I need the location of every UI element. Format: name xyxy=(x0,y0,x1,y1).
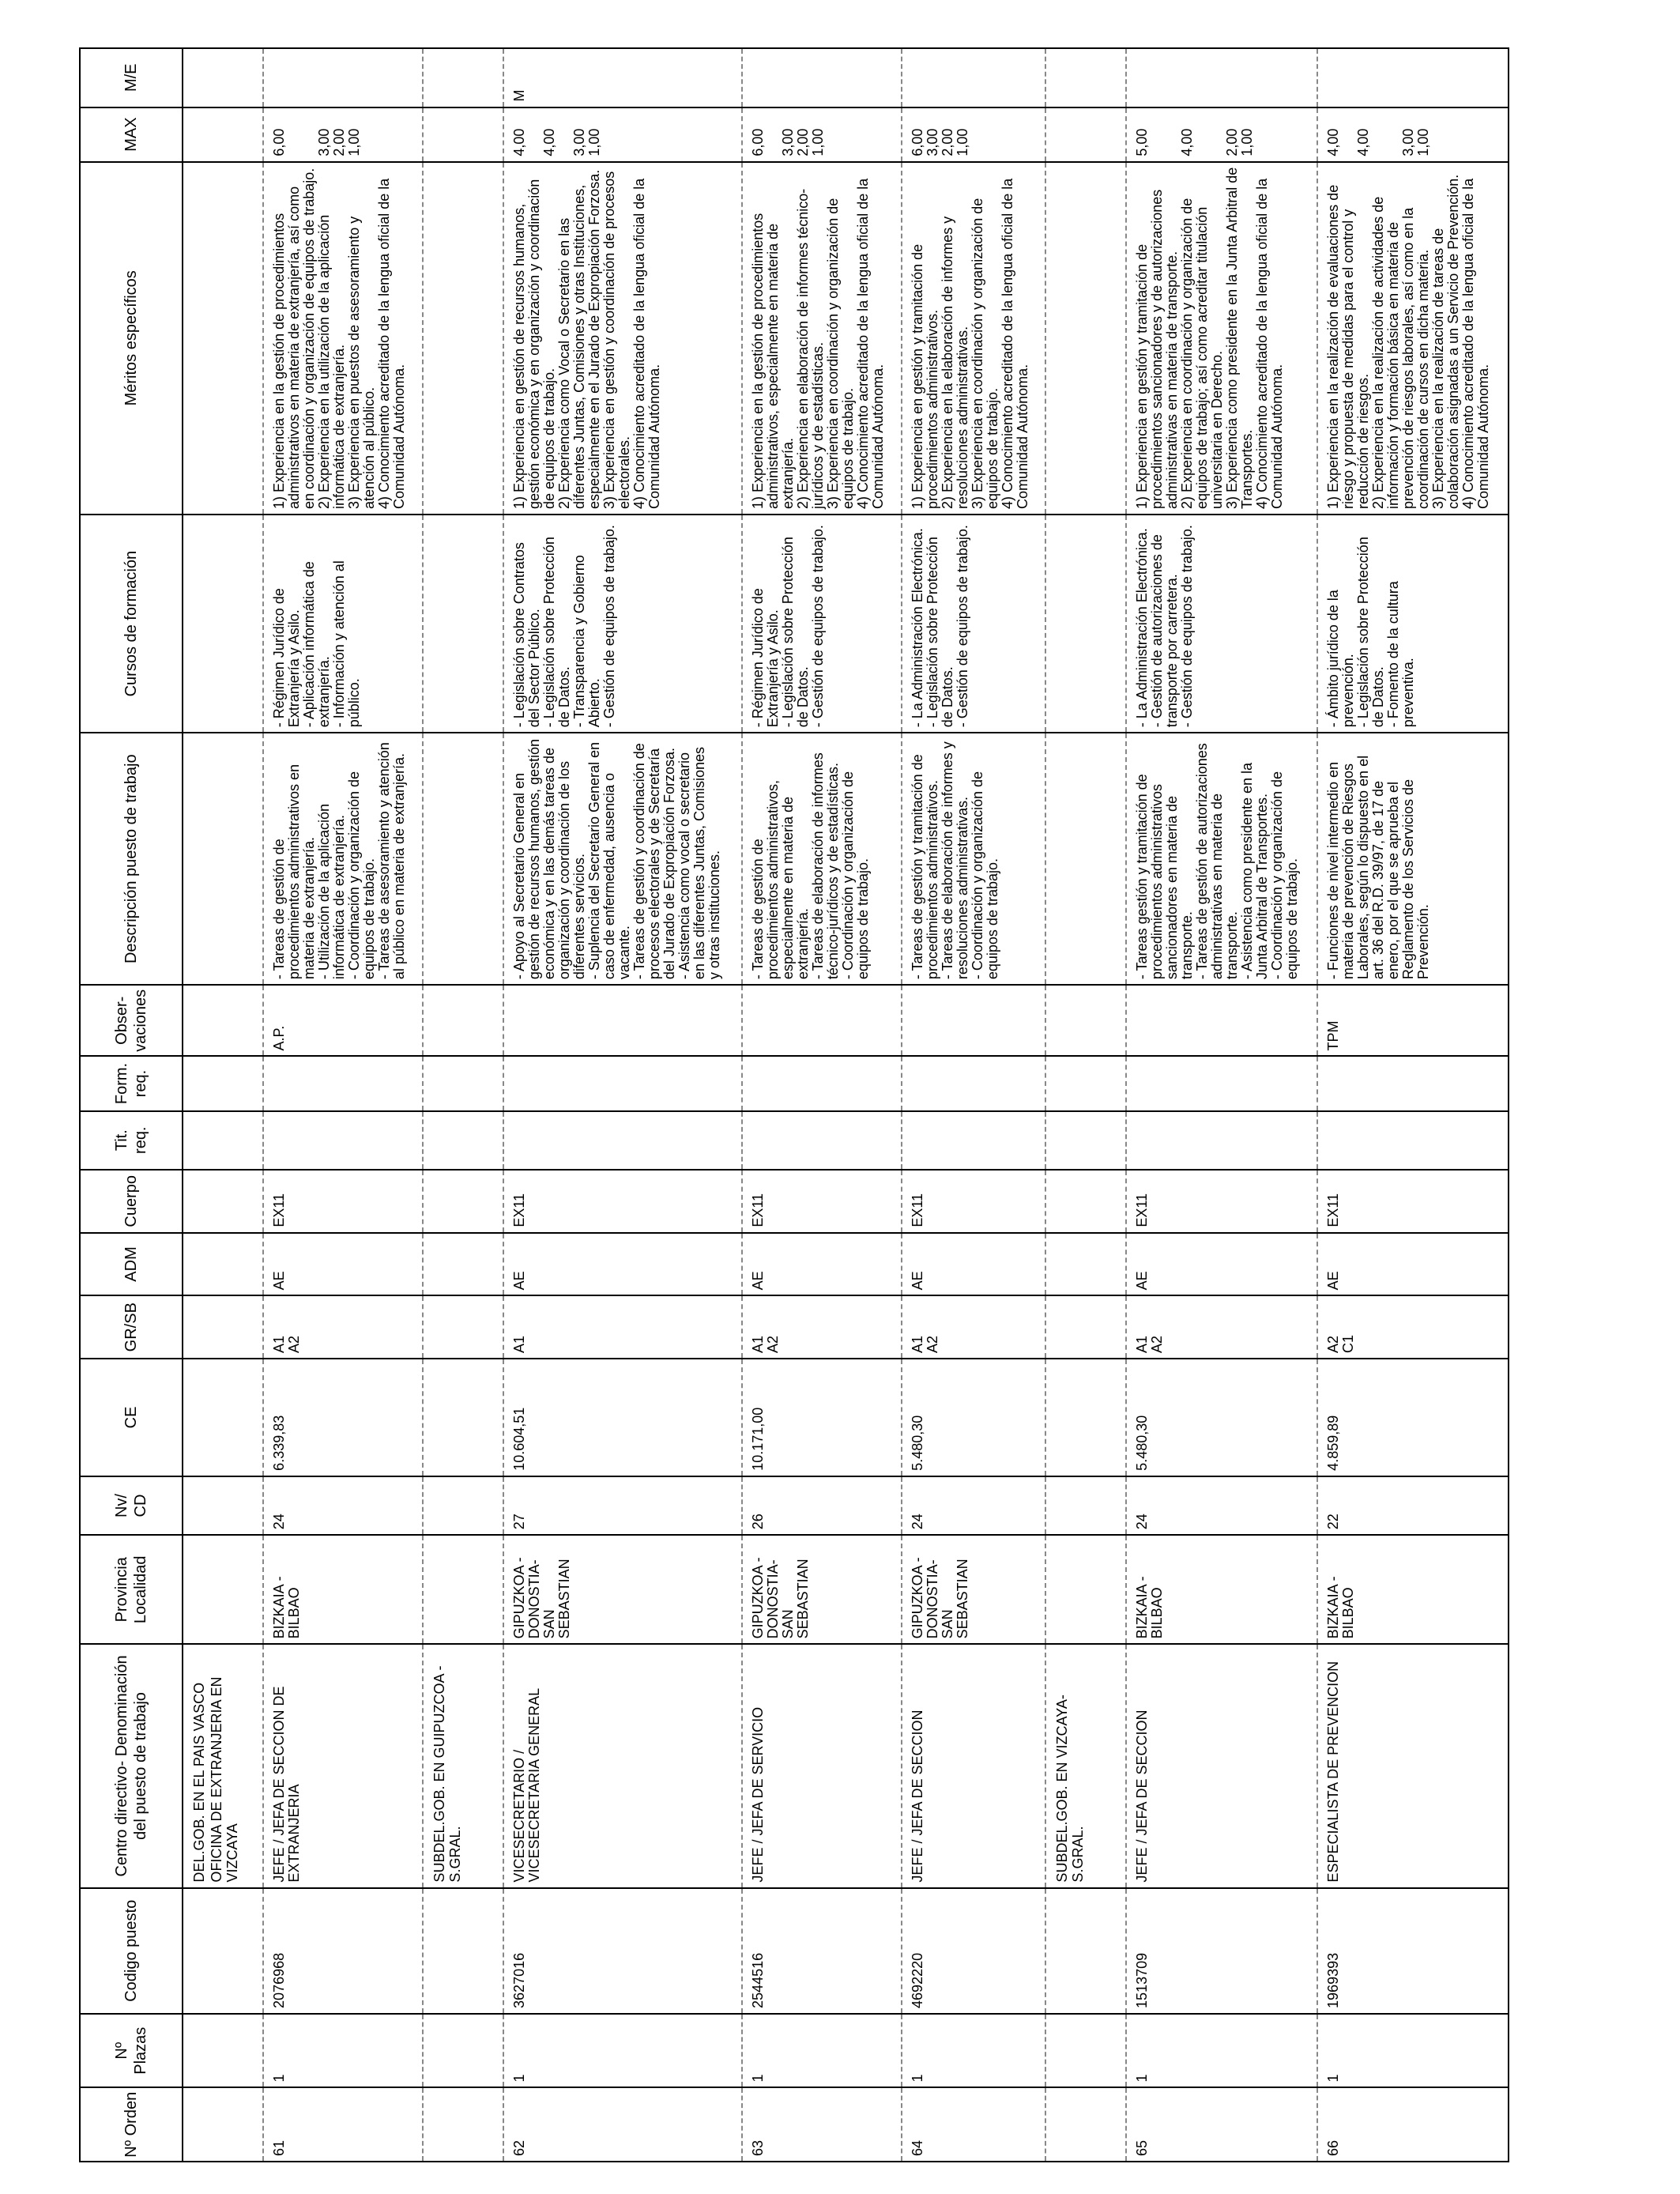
cell-puesto: VICESECRETARIO / VICESECRETARIA GENERAL xyxy=(503,1644,742,1887)
cell-cursos: - Ámbito jurídico de la prevención. - Legislación sobre Protección de Datos. - Fomento de la cultura preventiva. xyxy=(1317,515,1509,733)
cell-descripcion: - Apoyo al Secretario General en gestión de recursos humanos, gestión económica y en las demás tareas de organización y coordinación de los diferentes servicios. - Suplencia del Secretario General en caso de enfermedad, ausencia o vacante. - Tareas de gestión y coordinación de procesos electorales y de Secretaría del Jurado de Expropiación Forzosa. - Asistencia como vocal o secretario en las diferentes Juntas, Comisiones y otras instituciones. xyxy=(503,733,742,985)
job-positions-table xyxy=(79,47,1509,2162)
cell-form xyxy=(902,1056,1045,1110)
cell-cursos: - La Administración Electrónica. - Legislación sobre Protección de Datos. - Gestión de equipos de trabajo. xyxy=(902,515,1045,733)
cell-tit xyxy=(1317,1111,1509,1170)
cell-grsb: A2 C1 xyxy=(1317,1295,1509,1359)
cell-nivel: 24 xyxy=(263,1476,423,1535)
cell-obs xyxy=(902,985,1045,1056)
table-row xyxy=(902,48,1045,2162)
cell-obs xyxy=(1126,985,1317,1056)
cell-codigo: 2076968 xyxy=(263,1888,423,2014)
header-ce: CE xyxy=(80,1359,183,1476)
cell-form xyxy=(742,1056,902,1110)
cell-cuerpo: EX11 xyxy=(902,1170,1045,1233)
cell-provincia: BIZKAIA - BILBAO xyxy=(1317,1535,1509,1644)
section-cell xyxy=(423,1644,503,1887)
cell-max: 5,00 4,00 2,00 1,00 xyxy=(1126,107,1317,162)
cell-form xyxy=(1317,1056,1509,1110)
table-row xyxy=(1317,48,1509,2162)
section-row xyxy=(1045,48,1126,2162)
header-descripcion: Descripción puesto de trabajo xyxy=(80,733,183,985)
cell-grsb: A1 A2 xyxy=(1126,1295,1317,1359)
cell-provincia: GIPUZKOA - DONOSTIA-SAN SEBASTIAN xyxy=(742,1535,902,1644)
table-row xyxy=(742,48,902,2162)
cell-adm: AE xyxy=(1317,1233,1509,1296)
cell-tit xyxy=(503,1111,742,1170)
cell-nivel: 24 xyxy=(1126,1476,1317,1535)
section-row xyxy=(183,48,263,2162)
cell-cuerpo: EX11 xyxy=(1317,1170,1509,1233)
cell-grsb: A1 A2 xyxy=(902,1295,1045,1359)
cell-cursos: - Régimen Jurídico de Extranjería y Asilo. - Aplicación informática de extranjería. - Información y atención al público. xyxy=(263,515,423,733)
cell-form xyxy=(503,1056,742,1110)
header-form: Form. req. xyxy=(80,1056,183,1110)
cell-provincia: BIZKAIA - BILBAO xyxy=(1126,1535,1317,1644)
cell-me xyxy=(742,48,902,107)
cell-adm: AE xyxy=(263,1233,423,1296)
cell-nivel: 24 xyxy=(902,1476,1045,1535)
header-orden: Nº Orden xyxy=(80,2087,183,2162)
cell-tit xyxy=(1126,1111,1317,1170)
cell-cursos: - Legislación sobre Contratos del Sector Público. - Legislación sobre Protección de Datos. - Transparencia y Gobierno Abierto. - Gestión de equipos de trabajo. xyxy=(503,515,742,733)
cell-ce: 5.480,30 xyxy=(902,1359,1045,1476)
table-row xyxy=(263,48,423,2162)
cell-puesto: JEFE / JEFA DE SECCION DE EXTRANJERIA xyxy=(263,1644,423,1887)
cell-plazas: 1 xyxy=(902,2014,1045,2088)
cell-max: 4,00 4,00 3,00 1,00 xyxy=(503,107,742,162)
cell-me xyxy=(1126,48,1317,107)
cell-obs: A.P. xyxy=(263,985,423,1056)
table-row xyxy=(503,48,742,2162)
cell-nivel: 26 xyxy=(742,1476,902,1535)
cell-cursos: - Régimen Jurídico de Extranjería y Asilo. - Legislación sobre Protección de Datos. - Gestión de equipos de trabajo. xyxy=(742,515,902,733)
cell-provincia: GIPUZKOA - DONOSTIA-SAN SEBASTIAN xyxy=(503,1535,742,1644)
cell-orden: 62 xyxy=(503,2087,742,2162)
cell-codigo: 2544516 xyxy=(742,1888,902,2014)
cell-nivel: 22 xyxy=(1317,1476,1509,1535)
cell-plazas: 1 xyxy=(1317,2014,1509,2088)
cell-plazas: 1 xyxy=(1126,2014,1317,2088)
cell-cuerpo: EX11 xyxy=(263,1170,423,1233)
cell-cursos: - La Administración Electrónica. - Gestión de autorizaciones de transporte por carretera. - Gestión de equipos de trabajo. xyxy=(1126,515,1317,733)
cell-tit xyxy=(902,1111,1045,1170)
cell-provincia: GIPUZKOA - DONOSTIA-SAN SEBASTIAN xyxy=(902,1535,1045,1644)
cell-descripcion: - Tareas de gestión de procedimientos administrativos, especialmente en materia de extranjería. - Tareas de elaboración de informes técnico-jurídicos y de estadísticas. - Coordinación y organización de equipos de trabajo. xyxy=(742,733,902,985)
header-row xyxy=(80,48,183,2162)
header-codigo: Codigo puesto xyxy=(80,1888,183,2014)
cell-tit xyxy=(742,1111,902,1170)
cell-ce: 6.339,83 xyxy=(263,1359,423,1476)
header-grsb: GR/SB xyxy=(80,1295,183,1359)
cell-adm: AE xyxy=(503,1233,742,1296)
cell-grsb: A1 A2 xyxy=(263,1295,423,1359)
cell-max: 6,00 3,00 2,00 1,00 xyxy=(263,107,423,162)
table-row xyxy=(1126,48,1317,2162)
cell-ce: 10.604,51 xyxy=(503,1359,742,1476)
cell-grsb: A1 xyxy=(503,1295,742,1359)
cell-codigo: 1513709 xyxy=(1126,1888,1317,2014)
cell-codigo: 4692220 xyxy=(902,1888,1045,2014)
cell-codigo: 1969393 xyxy=(1317,1888,1509,2014)
cell-plazas: 1 xyxy=(263,2014,423,2088)
cell-max: 4,00 4,00 3,00 1,00 xyxy=(1317,107,1509,162)
cell-ce: 10.171,00 xyxy=(742,1359,902,1476)
cell-form xyxy=(1126,1056,1317,1110)
cell-grsb: A1 A2 xyxy=(742,1295,902,1359)
cell-me xyxy=(1317,48,1509,107)
cell-provincia: BIZKAIA - BILBAO xyxy=(263,1535,423,1644)
cell-codigo: 3627016 xyxy=(503,1888,742,2014)
header-obs: Obser- vaciones xyxy=(80,985,183,1056)
cell-orden: 66 xyxy=(1317,2087,1509,2162)
header-centro: Centro directivo- Denominación del puesto de trabajo xyxy=(80,1644,183,1887)
header-cuerpo: Cuerpo xyxy=(80,1170,183,1233)
cell-puesto: JEFE / JEFA DE SERVICIO xyxy=(742,1644,902,1887)
cell-puesto: ESPECIALISTA DE PREVENCION xyxy=(1317,1644,1509,1887)
header-me: M/E xyxy=(80,48,183,107)
cell-descripcion: - Tareas de gestión y tramitación de procedimientos administrativos. - Tareas de elaboración de informes y resoluciones administrativas. - Coordinación y organización de equipos de trabajo. xyxy=(902,733,1045,985)
cell-tit xyxy=(263,1111,423,1170)
header-tit: Tit. req. xyxy=(80,1111,183,1170)
cell-orden: 63 xyxy=(742,2087,902,2162)
cell-cuerpo: EX11 xyxy=(742,1170,902,1233)
cell-descripcion: - Tareas de gestión de procedimientos administrativos en materia de extranjería. - Utilización de la aplicación informática de extranjería. - Coordinación y organización de equipos de trabajo. - Tareas de asesoramiento y atención al público en materia de extranjería. xyxy=(263,733,423,985)
cell-ce: 4.859,89 xyxy=(1317,1359,1509,1476)
cell-cuerpo: EX11 xyxy=(503,1170,742,1233)
cell-adm: AE xyxy=(1126,1233,1317,1296)
cell-cuerpo: EX11 xyxy=(1126,1170,1317,1233)
cell-max: 6,00 3,00 2,00 1,00 xyxy=(902,107,1045,162)
section-title: SUBDEL.GOB. EN GUIPUZCOA - S.GRAL. xyxy=(431,1665,464,1883)
cell-ce: 5.480,30 xyxy=(1126,1359,1317,1476)
cell-puesto: JEFE / JEFA DE SECCION xyxy=(1126,1644,1317,1887)
cell-obs xyxy=(742,985,902,1056)
cell-obs xyxy=(503,985,742,1056)
section-row xyxy=(423,48,503,2162)
header-adm: ADM xyxy=(80,1233,183,1296)
cell-orden: 65 xyxy=(1126,2087,1317,2162)
cell-meritos: 1) Experiencia en gestión de recursos humanos, gestión económica y en organización y coordinación de equipos de trabajo. 2) Experiencia como Vocal o Secretario en las diferentes Juntas, Comisiones y otras Instituciones, especialmente en el Jurado de Expropiación Forzosa. 3) Experiencia en gestión y coordinación de procesos electorales. 4) Conocimiento acreditado de la lengua oficial de la Comunidad Autónoma. xyxy=(503,162,742,515)
header-max: MAX xyxy=(80,107,183,162)
header-plazas: Nº Plazas xyxy=(80,2014,183,2088)
cell-nivel: 27 xyxy=(503,1476,742,1535)
cell-meritos: 1) Experiencia en la realización de evaluaciones de riesgo y propuesta de medidas para el control y reducción de riesgos. 2) Experiencia en la realización de actividades de información y formación básica en materia de prevención de riesgos laborales, así como en la coordinación de cursos en dicha materia. 3) Experiencia en la realización de tareas de colaboración asignadas a un Servicio de Prevención. 4) Conocimiento acreditado de la lengua oficial de la Comunidad Autónoma. xyxy=(1317,162,1509,515)
cell-orden: 61 xyxy=(263,2087,423,2162)
cell-descripcion: - Funciones de nivel intermedio en materia de prevención de Riesgos Laborales, según lo dispuesto en el art. 36 del R.D. 39/97, de 17 de enero, por el que se aprueba el Reglamento de los Servicios de Prevención. xyxy=(1317,733,1509,985)
cell-meritos: 1) Experiencia en la gestión de procedimientos administrativos en materia de extranjería, así como en coordinación y organización de equipos de trabajo. 2) Experiencia en la utilización de la aplicación informática de extranjería. 3) Experiencia en puestos de asesoramiento y atención al público. 4) Conocimiento acreditado de la lengua oficial de la Comunidad Autónoma. xyxy=(263,162,423,515)
cell-meritos: 1) Experiencia en la gestión de procedimientos administrativos, especialmente en materia de extranjería. 2) Experiencia en elaboración de informes técnico-jurídicos y de estadísticas. 3) Experiencia en coordinación y organización de equipos de trabajo. 4) Conocimiento acreditado de la lengua oficial de la Comunidad Autónoma. xyxy=(742,162,902,515)
section-cell xyxy=(183,1644,263,1887)
cell-descripcion: - Tareas gestión y tramitación de procedimientos administrativos sancionadores en materia de transporte. - Tareas de gestión de autorizaciones administrativas en materia de transporte. - Asistencia como presidente en la Junta Arbitral de Transportes. - Coordinación y organización de equipos de trabajo. xyxy=(1126,733,1317,985)
cell-me xyxy=(263,48,423,107)
cell-plazas: 1 xyxy=(503,2014,742,2088)
section-title: DEL.GOB. EN EL PAIS VASCO xyxy=(191,1682,207,1883)
cell-plazas: 1 xyxy=(742,2014,902,2088)
header-nivel: Nv/ CD xyxy=(80,1476,183,1535)
cell-meritos: 1) Experiencia en gestión y tramitación de procedimientos administrativos. 2) Experiencia en la elaboración de informes y resoluciones administrativas. 3) Experiencia en coordinación y organización de equipos de trabajo. 4) Conocimiento acreditado de la lengua oficial de la Comunidad Autónoma. xyxy=(902,162,1045,515)
header-provincia: Provincia Localidad xyxy=(80,1535,183,1644)
cell-adm: AE xyxy=(902,1233,1045,1296)
section-cell xyxy=(1045,1644,1126,1887)
cell-adm: AE xyxy=(742,1233,902,1296)
cell-max: 6,00 3,00 2,00 1,00 xyxy=(742,107,902,162)
cell-obs: TPM xyxy=(1317,985,1509,1056)
header-cursos: Cursos de formación xyxy=(80,515,183,733)
cell-puesto: JEFE / JEFA DE SECCION xyxy=(902,1644,1045,1887)
section-subtitle: OFICINA DE EXTRANJERIA EN VIZCAYA xyxy=(209,1676,240,1883)
cell-form xyxy=(263,1056,423,1110)
cell-me xyxy=(902,48,1045,107)
cell-meritos: 1) Experiencia en gestión y tramitación de procedimientos sancionadores y de autorizaciones administrativas en materia de transporte. 2) Experiencia en coordinación y organización de equipos de trabajo; así como acreditar titulación universitaria en Derecho. 3) Experiencia como presidente en la Junta Arbitral de Transportes. 4) Conocimiento acreditado de la lengua oficial de la Comunidad Autónoma. xyxy=(1126,162,1317,515)
section-title: SUBDEL.GOB. EN VIZCAYA-S.GRAL. xyxy=(1054,1695,1087,1883)
cell-orden: 64 xyxy=(902,2087,1045,2162)
cell-me: M xyxy=(503,48,742,107)
header-meritos: Méritos específicos xyxy=(80,162,183,515)
